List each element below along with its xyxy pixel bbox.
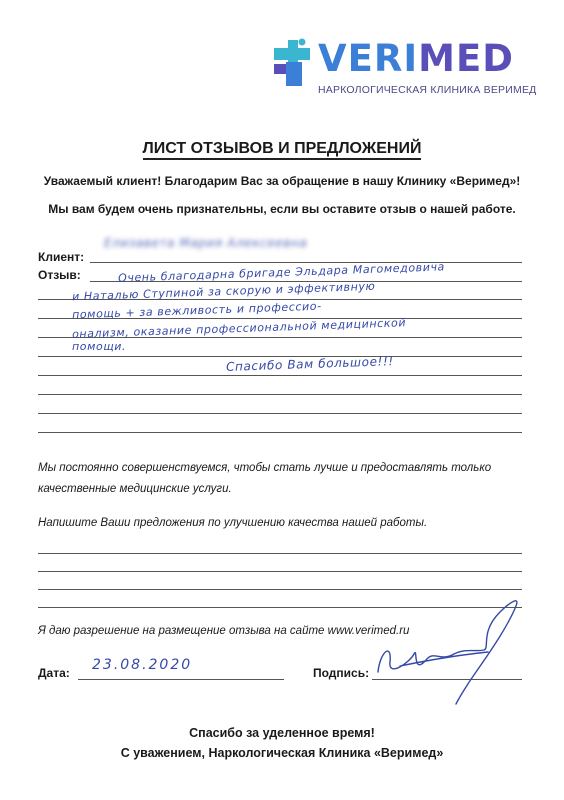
review-line-6 bbox=[38, 375, 522, 376]
greeting-text: Уважаемый клиент! Благодарим Вас за обращение в нашу Клинику «Веримед»! bbox=[43, 174, 521, 188]
handwritten-signature-icon bbox=[370, 592, 530, 710]
footer-thanks: Спасибо за уделенное время! bbox=[189, 726, 375, 740]
client-value[interactable]: Елизавета Мария Алексеевна bbox=[104, 236, 308, 250]
brand-name-part2: MED bbox=[418, 37, 514, 80]
review-text-line-3[interactable]: помощь + за вежливость и профессио- bbox=[71, 299, 322, 322]
request-text: Мы вам будем очень признательны, если вы оставите отзыв о нашей работе. bbox=[48, 202, 516, 216]
date-value[interactable]: 23.08.2020 bbox=[92, 657, 193, 673]
client-label: Клиент: bbox=[38, 250, 85, 264]
review-text-line-5[interactable]: помощи. bbox=[72, 340, 127, 353]
form-title: ЛИСТ ОТЗЫВОВ И ПРЕДЛОЖЕНИЙ bbox=[0, 140, 564, 158]
review-text-line-1[interactable]: Очень благодарна бригаде Эльдара Магомедовича bbox=[117, 260, 446, 285]
suggestion-line-1 bbox=[38, 553, 522, 554]
date-line bbox=[78, 679, 284, 680]
brand-subtitle: НАРКОЛОГИЧЕСКАЯ КЛИНИКА ВЕРИМЕД bbox=[318, 84, 537, 96]
review-text-line-2[interactable]: и Наталью Ступиной за скорую и эффективную bbox=[71, 279, 376, 304]
review-line-5 bbox=[38, 356, 522, 357]
review-line-7 bbox=[38, 394, 522, 395]
brand-name-part1: VERI bbox=[318, 37, 419, 80]
brand-name bbox=[318, 37, 514, 80]
suggestion-line-3 bbox=[38, 589, 522, 590]
review-line-9 bbox=[38, 432, 522, 433]
suggestion-line-2 bbox=[38, 571, 522, 572]
suggestions-prompt: Напишите Ваши предложения по улучшению качества нашей работы. bbox=[38, 517, 428, 529]
date-label: Дата: bbox=[38, 666, 70, 680]
medical-cross-icon bbox=[274, 39, 310, 87]
review-thanks-text[interactable]: Спасибо Вам большое!!! bbox=[225, 354, 395, 374]
review-label: Отзыв: bbox=[38, 268, 81, 282]
client-line bbox=[90, 262, 522, 263]
signature-label: Подпись: bbox=[313, 666, 370, 680]
improve-text-2: качественные медицинские услуги. bbox=[38, 483, 232, 495]
permission-text: Я даю разрешение на размещение отзыва на сайте www.verimed.ru bbox=[38, 625, 410, 637]
improve-text-1: Мы постоянно совершенствуемся, чтобы стать лучше и предоставлять только bbox=[38, 462, 492, 474]
review-text-line-4[interactable]: онализм, оказание профессиональной медицинской bbox=[71, 316, 407, 341]
review-line-8 bbox=[38, 413, 522, 414]
footer-regards: С уважением, Наркологическая Клиника «Веримед» bbox=[120, 746, 444, 760]
